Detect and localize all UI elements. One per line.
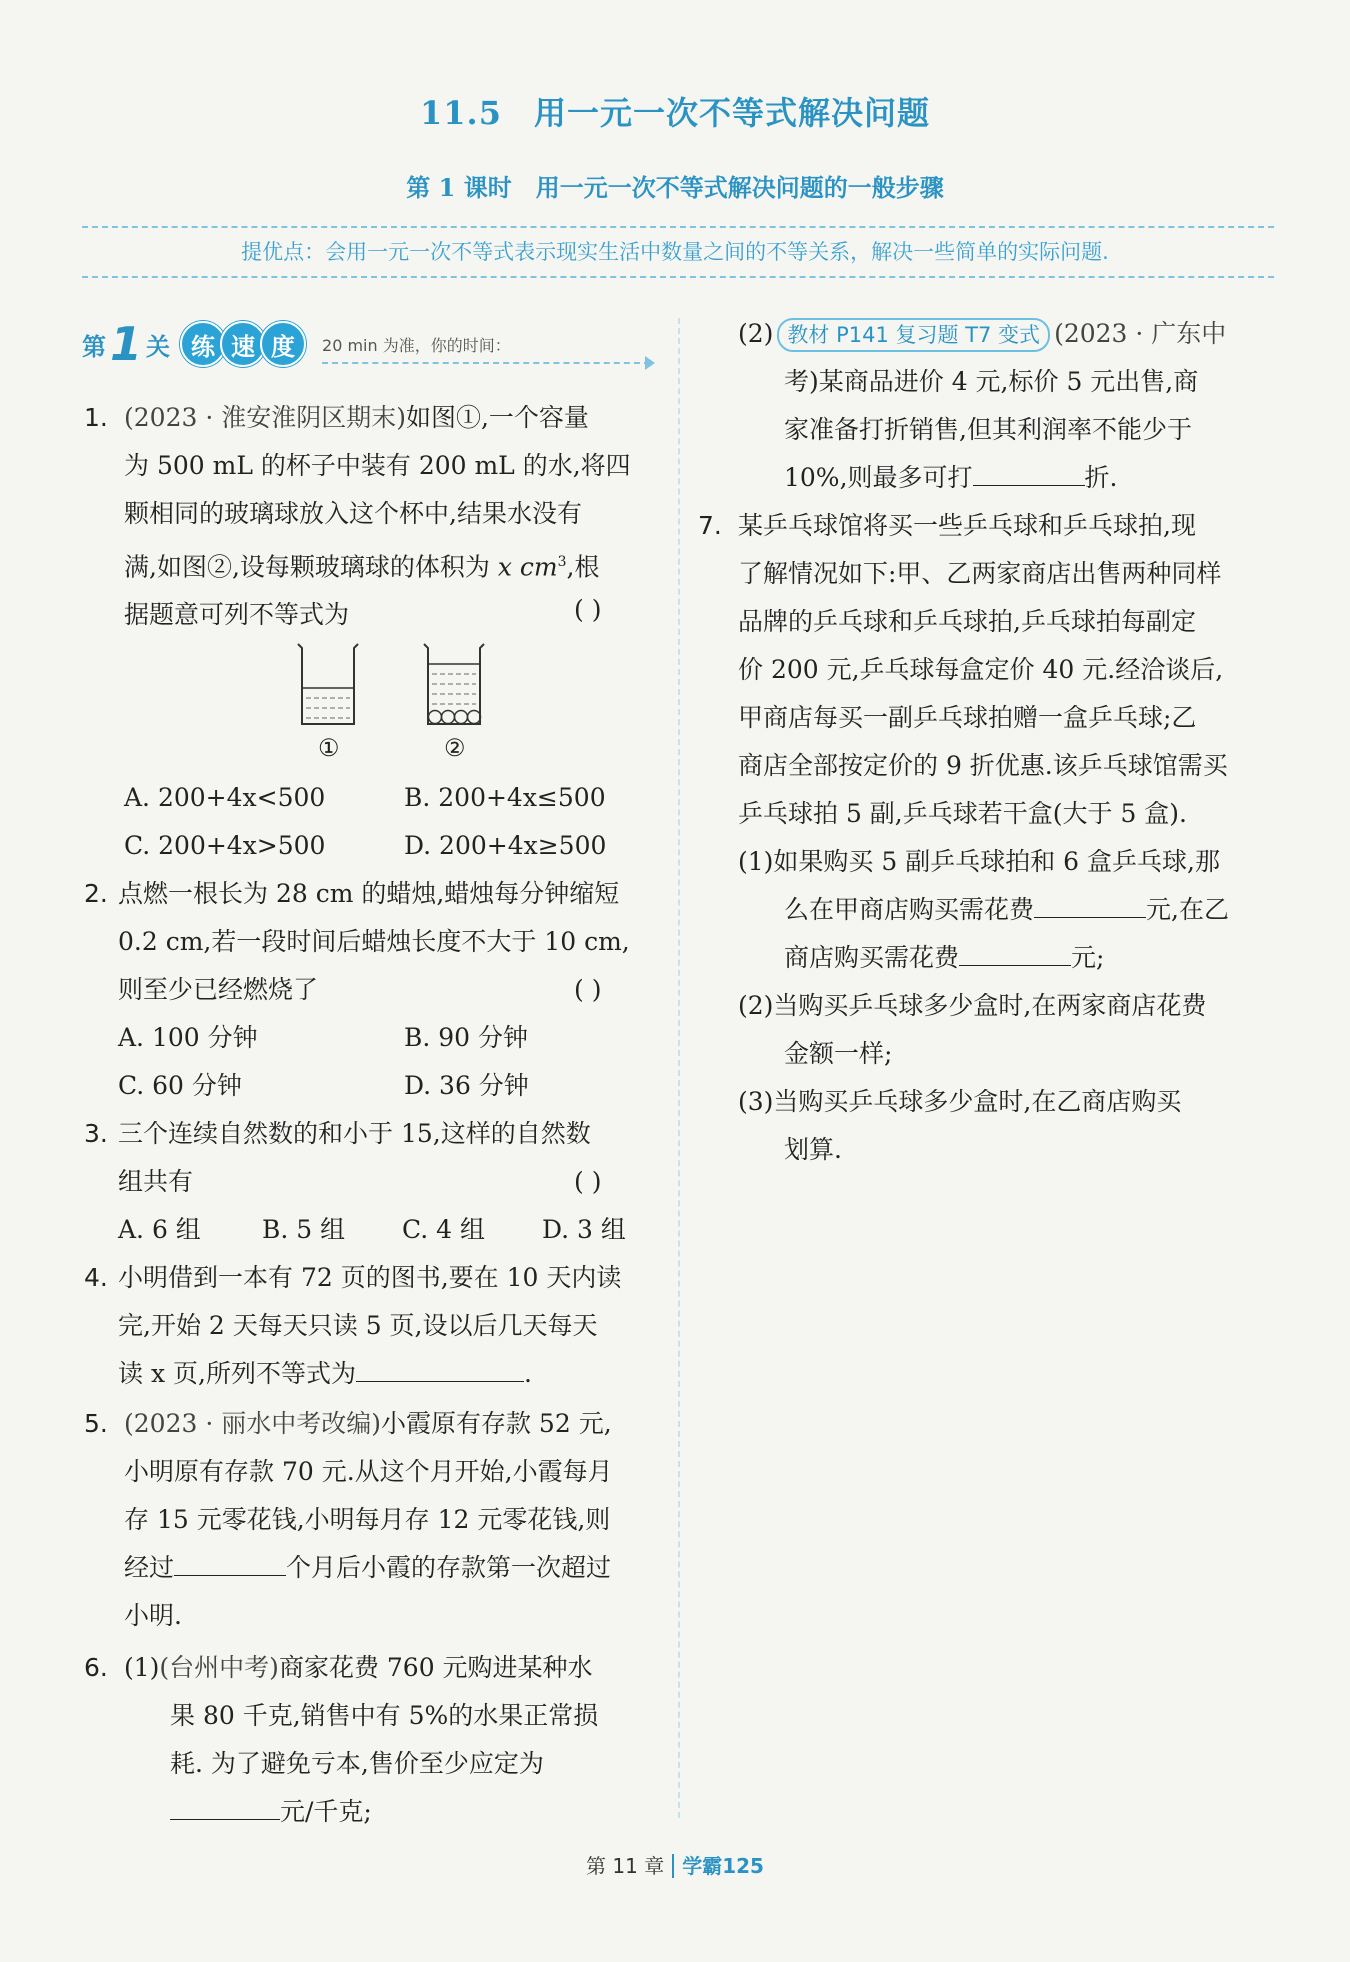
- option: C. 60 分钟: [118, 1071, 242, 1100]
- beaker-2-icon: [424, 644, 484, 724]
- subquestion-1: (1)如果购买 5 副乒乓球拍和 6 盒乒乓球,那 么在甲商店购买需花费 元,在乙 商店购买需花费 元;: [738, 847, 1229, 972]
- question-1: (2023 · 淮安淮阴区期末)如图①,一个容量 为 500 mL 的杯子中装有 200 mL 的水,将四 颗相同的玻璃球放入这个杯中,结果水没有 满,如图②,设每颗玻璃球的体积为 x $cm^3$,根 据题意可列不等式为: [124, 403, 631, 630]
- answer-blank[interactable]: [973, 455, 1085, 486]
- badge-pill: 度: [260, 321, 306, 367]
- question-6-part-1: (1)(台州中考)商家花费 760 元购进某种水 果 80 千克,销售中有 5%的水果正常损 耗. 为了避免亏本,售价至少应定为 元/千克;: [124, 1653, 599, 1826]
- answer-blank[interactable]: [1034, 887, 1146, 918]
- answer-blank[interactable]: [356, 1351, 524, 1382]
- question-2: 点燃一根长为 28 cm 的蜡烛,蜡烛每分钟缩短 0.2 cm,若一段时间后蜡烛长度不大于 10 cm, 则至少已经燃烧了: [118, 879, 630, 1004]
- question-4: 小明借到一本有 72 页的图书,要在 10 天内读 完,开始 2 天每天只读 5 页,设以后几天每天 读 x 页,所列不等式为 .: [118, 1263, 622, 1388]
- option: D. 3 组: [542, 1215, 626, 1244]
- question-7: 某乒乓球馆将买一些乒乓球和乒乓球拍,现 了解情况如下:甲、乙两家商店出售两种同样 品牌的乒乓球和乒乓球拍,乒乓球拍每副定 价 200 元,乒乓球每盒定价 40 元.经洽谈后, 甲商店每买一副乒乓球拍赠一盒乒乓球;乙 商店全部按定价的 9 折优惠.该乒乓球馆需买 乒乓球拍 5 副,乒乓球若干盒(大于 5 盒). (1)如果购买 5 副乒乓球拍和 6 盒乒乓球,那 么在甲商店购买需花费 元,在乙 商店购买需花费 元; (2)当购买乒乓球多少盒时,在两家商店花费 金额一样; (3)当购买乒乓球多少盒时,在乙商店购买 划算.: [738, 502, 1278, 1174]
- answer-paren: ( ): [574, 595, 602, 624]
- lesson-title: 第 1 课时 用一元一次不等式解决问题的一般步骤: [406, 173, 944, 202]
- brand-logo: 学霸125: [672, 1854, 764, 1878]
- level-badge: 第 1 关 练 速 度 20 min 为准，你的时间：: [82, 317, 511, 371]
- question-6-part-2: (2) 教材 P141 复习题 T7 变式 (2023 · 广东中 考)某商品进价 4 元,标价 5 元出售,商 家准备打折销售,但其利润率不能少于 10%,则最多可打 折.: [738, 319, 1227, 492]
- option: B. 90 分钟: [404, 1023, 529, 1052]
- arrow-icon: [645, 356, 655, 370]
- question-number: 5.: [84, 1409, 108, 1438]
- option: B. 200+4x≤500: [404, 783, 606, 812]
- divider-top: [82, 226, 1274, 228]
- badge-pill: 练: [180, 321, 226, 367]
- option: A. 200+4x<500: [124, 783, 326, 812]
- question-number: 7.: [698, 511, 722, 540]
- answer-paren: ( ): [574, 1167, 602, 1196]
- question-3: 三个连续自然数的和小于 15,这样的自然数 组共有: [118, 1119, 591, 1196]
- textbook-tag: 教材 P141 复习题 T7 变式: [777, 318, 1050, 352]
- option: C. 200+4x>500: [124, 831, 326, 860]
- answer-blank[interactable]: [170, 1789, 280, 1820]
- page-footer: 第 11 章 学霸125: [586, 1854, 764, 1878]
- section-title: 11.5 用一元一次不等式解决问题: [420, 94, 930, 132]
- answer-blank[interactable]: [959, 935, 1071, 966]
- question-number: 4.: [84, 1263, 108, 1292]
- time-line: [322, 362, 650, 364]
- option: A. 6 组: [118, 1215, 201, 1244]
- question-number: 2.: [84, 879, 108, 908]
- figure-label: ②: [444, 734, 466, 762]
- option: A. 100 分钟: [118, 1023, 258, 1052]
- column-divider: [678, 318, 680, 1818]
- option: C. 4 组: [402, 1215, 485, 1244]
- question-5: (2023 · 丽水中考改编)小霞原有存款 52 元, 小明原有存款 70 元.从这个月开始,小霞每月 存 15 元零花钱,小明每月存 12 元零花钱,则 经过 个月后小霞的存款第一次超过 小明.: [124, 1409, 613, 1630]
- tip-text: 提优点：会用一元一次不等式表示现实生活中数量之间的不等关系，解决一些简单的实际问题.: [241, 240, 1109, 264]
- answer-paren: ( ): [574, 975, 602, 1004]
- option: B. 5 组: [262, 1215, 346, 1244]
- question-number: 6.: [84, 1653, 108, 1682]
- beaker-1-icon: [298, 644, 358, 724]
- figure-label: ①: [318, 734, 340, 762]
- subquestion-3: (3)当购买乒乓球多少盒时,在乙商店购买 划算.: [738, 1087, 1182, 1164]
- option: D. 200+4x≥500: [404, 831, 607, 860]
- subquestion-2: (2)当购买乒乓球多少盒时,在两家商店花费 金额一样;: [738, 991, 1207, 1068]
- badge-pill: 速: [220, 321, 266, 367]
- question-number: 3.: [84, 1119, 108, 1148]
- divider-tip: [82, 276, 1274, 278]
- time-hint: 20 min 为准，你的时间：: [322, 335, 511, 355]
- question-number: 1.: [84, 403, 108, 432]
- answer-blank[interactable]: [174, 1545, 286, 1576]
- beaker-figure: [290, 640, 510, 736]
- option: D. 36 分钟: [404, 1071, 529, 1100]
